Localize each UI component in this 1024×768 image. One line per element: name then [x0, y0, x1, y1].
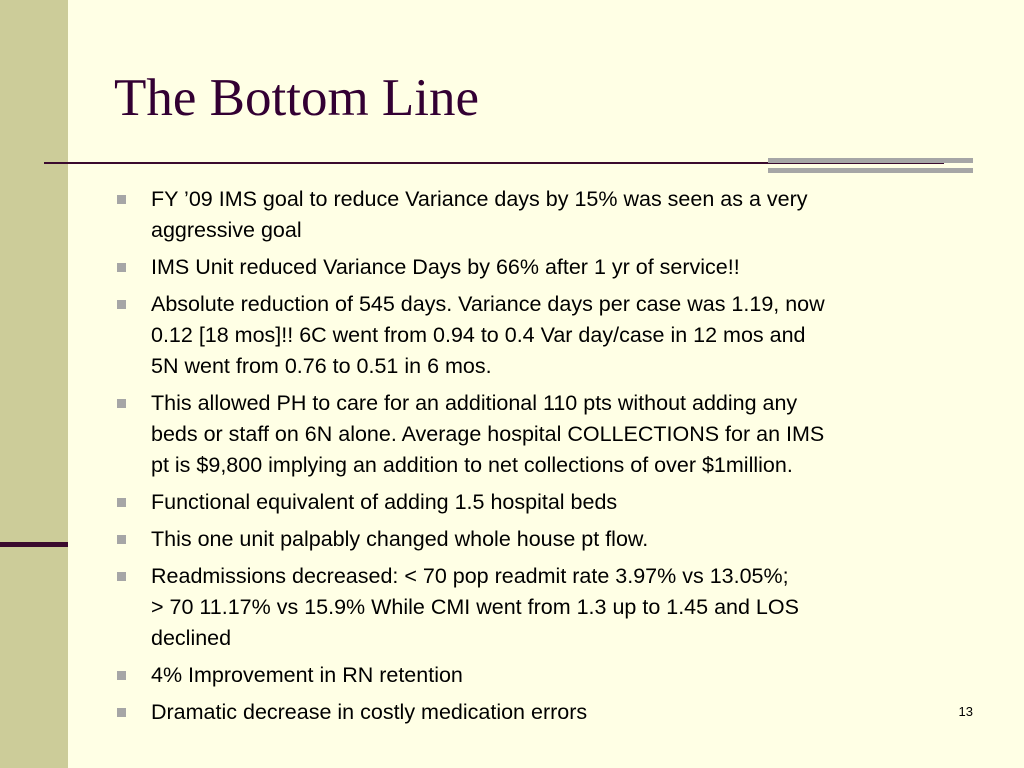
- bullet-text: [151, 660, 974, 691]
- square-bullet-icon: [117, 671, 126, 680]
- bullet-text-line: Absolute reduction of 545 days. Variance days per case was 1.19, now: [151, 292, 825, 316]
- bullet-text-line: Readmissions decreased: < 70 pop readmit rate 3.97% vs 13.05%;: [151, 564, 789, 588]
- bullet-text-line: FY ’09 IMS goal to reduce Variance days by 15% was seen as a very: [151, 187, 808, 211]
- left-decorative-band: [0, 0, 68, 768]
- bullet-text: [151, 487, 974, 518]
- bullet-text-line: > 70 11.17% vs 15.9% While CMI went from 1.3 up to 1.45 and LOS: [151, 595, 799, 619]
- bullet-text-line: Dramatic decrease in costly medication errors: [151, 700, 588, 724]
- bullet-text-line: aggressive goal: [151, 218, 302, 242]
- bullet-text: [151, 561, 974, 654]
- bullet-text: [151, 524, 974, 555]
- square-bullet-icon: [117, 300, 126, 309]
- bullet-text: [151, 184, 974, 246]
- bullet-text: [151, 388, 974, 481]
- bullet-item: [114, 252, 974, 283]
- square-bullet-icon: [117, 708, 126, 717]
- bullet-item: [114, 697, 974, 728]
- slide-number: 13: [958, 704, 973, 719]
- square-bullet-icon: [117, 195, 126, 204]
- square-bullet-icon: [117, 498, 126, 507]
- title-accent-bars: [768, 158, 973, 178]
- bullet-list: [114, 184, 974, 734]
- bullet-item: [114, 289, 974, 382]
- bullet-text-line: declined: [151, 626, 232, 650]
- bullet-text-line: 4% Improvement in RN retention: [151, 663, 463, 687]
- title-accent-bar-bottom: [768, 168, 973, 173]
- bullet-text-line: This allowed PH to care for an additional 110 pts without adding any: [151, 391, 798, 415]
- bullet-text-line: Functional equivalent of adding 1.5 hospital beds: [151, 490, 618, 514]
- bullet-text-line: pt is $9,800 implying an addition to net collections of over $1million.: [151, 453, 793, 477]
- bullet-text-line: beds or staff on 6N alone. Average hospital COLLECTIONS for an IMS: [151, 422, 825, 446]
- bullet-text-line: IMS Unit reduced Variance Days by 66% after 1 yr of service!!: [151, 255, 740, 279]
- left-band-accent-bar: [0, 542, 68, 547]
- title-accent-bar-top: [768, 158, 973, 163]
- bullet-item: [114, 524, 974, 555]
- square-bullet-icon: [117, 263, 126, 272]
- bullet-item: [114, 487, 974, 518]
- bullet-item: [114, 561, 974, 654]
- slide-title: The Bottom Line: [114, 69, 480, 127]
- bullet-item: [114, 184, 974, 246]
- square-bullet-icon: [117, 535, 126, 544]
- square-bullet-icon: [117, 399, 126, 408]
- bullet-text: [151, 252, 974, 283]
- bullet-text-line: This one unit palpably changed whole house pt flow.: [151, 527, 649, 551]
- bullet-text: [151, 697, 974, 728]
- square-bullet-icon: [117, 572, 126, 581]
- bullet-item: [114, 660, 974, 691]
- bullet-text-line: 5N went from 0.76 to 0.51 in 6 mos.: [151, 354, 492, 378]
- bullet-text-line: 0.12 [18 mos]!! 6C went from 0.94 to 0.4 Var day/case in 12 mos and: [151, 323, 806, 347]
- bullet-item: [114, 388, 974, 481]
- bullet-text: [151, 289, 974, 382]
